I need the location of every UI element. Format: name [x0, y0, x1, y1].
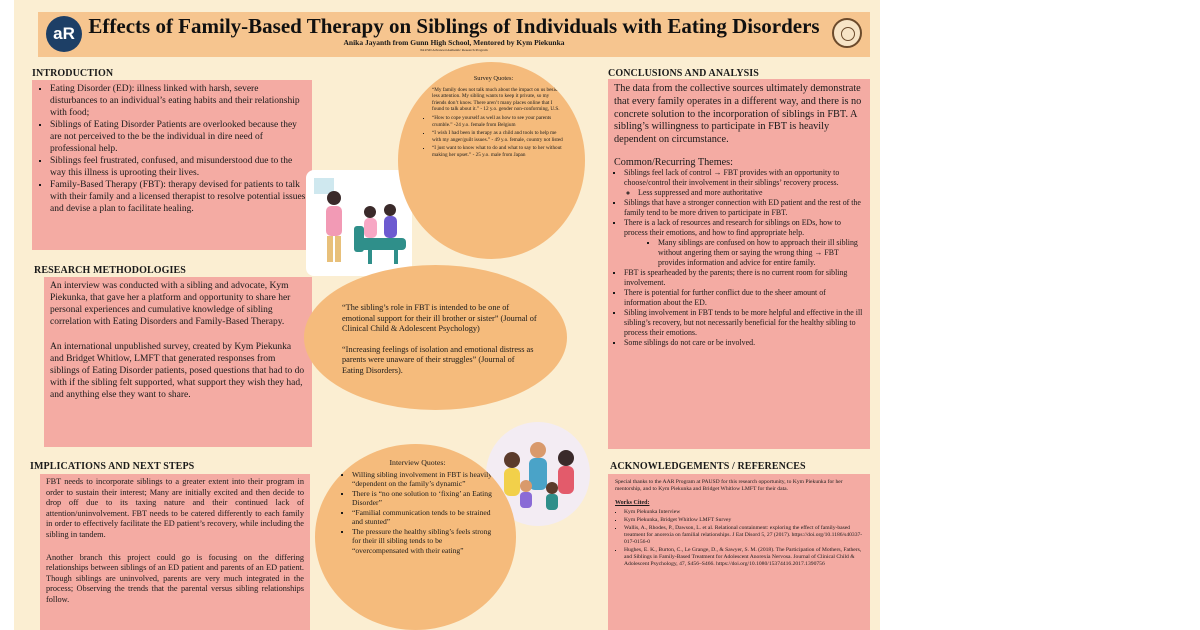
implications-heading: IMPLICATIONS AND NEXT STEPS — [30, 461, 195, 472]
citation: ▪ Wallis, A., Rhodes, P., Dawson, L. et al. Relational containment: exploring the effect of family-based treatment for anorexia on familial relationships. J Eat Disord 5, 27 (2017). https://doi.org/10.1186/s40337-017-0156-0 — [624, 525, 863, 546]
acknowledgements-heading: ACKNOWLEDGEMENTS / REFERENCES — [610, 461, 806, 472]
survey-quote: ▪ “I wish I had been in therapy as a child and tools to help me with my anger/guilt issues.” - 49 y.o. female, country not listed — [432, 130, 563, 143]
survey-title: Survey Quotes: — [473, 75, 514, 82]
center-quotes-circle — [304, 265, 567, 410]
theme-item: ▪ There is a lack of resources and research for siblings on EDs, how to process their emotions, and how to find appropriate help. — [624, 218, 864, 238]
survey-quote: ▪ “How to cope yourself as well as how to see your parents crumble.” -24 y.o. female from Belgium — [432, 115, 563, 128]
theme-item: ▪ Some siblings do not care or be involved. — [624, 338, 864, 348]
theme-item: ▪ There is potential for further conflict due to the sheer amount of information about the ED. — [624, 288, 864, 308]
thanks-text: Special thanks to the AAR Program at PAUSD for this research opportunity, to Kym Piekunka for her mentorship, and to Kym Piekunka and Bridget Whitlow LMFT for their data. — [615, 479, 843, 492]
implications-box — [40, 474, 310, 630]
works-cited-label: Works Cited: — [615, 500, 650, 506]
therapy-illustration-icon — [306, 170, 412, 276]
survey-quotes-circle — [398, 62, 585, 259]
journal-quote: “Increasing feelings of isolation and emotional distress as parents were unaware of their struggles” (Journal of Eating Disorders). — [342, 344, 534, 375]
interview-quote: ▪ Willing sibling involvement in FBT is heavily “dependent on the family’s dynamic” — [352, 470, 494, 489]
intro-bullet: ▪ Siblings of Eating Disorder Patients are overlooked because they are not perceived to the be the individual in dire need of professional help. — [50, 119, 306, 155]
citation: ▪ Kym Piekunka, Bridget Whitlow LMFT Survey — [624, 517, 863, 524]
interview-quotes-circle — [315, 444, 516, 630]
conclusions-box — [608, 79, 870, 449]
methodologies-box — [44, 277, 312, 447]
intro-bullet: ▪ Siblings feel frustrated, confused, and misunderstood due to the way this illness is uprooting their lives. — [50, 155, 306, 179]
impl-paragraph: Another branch this project could go is focusing on the differing relationships between siblings of an ED patient and parents of an ED patient. Though siblings are uninvolved, parents are very much integrated in the process; Observing the trends that the parental versus sibling relationships follow. — [46, 552, 304, 604]
theme-subitem: ◦ Less suppressed and more authoritative — [638, 188, 864, 198]
survey-quote: ▪ “My family does not talk much about the impact on us besides less attention. My sibling wants to keep it private, so my friends don’t know. There aren’t many places online that I found to talk about it.” - 12 y.o. gender non-conforming, U.S. — [432, 87, 563, 113]
theme-item: ▪ Sibling involvement in FBT tends to be more helpful and effective in the ill sibling’s recovery, but not necessarily beneficial for the healthy sibling to process their emotions. — [624, 308, 864, 338]
theme-subitem: ▪ Many siblings are confused on how to approach their ill sibling without angering them or saying the wrong thing → FBT provides information and advice for entire family. — [658, 238, 864, 268]
method-paragraph: An interview was conducted with a sibling and advocate, Kym Piekunka, that gave her a platform and opportunity to share her personal experiences and cumulative knowledge of sibling correlation with Eating Disorders and Family-Based Therapy. — [50, 281, 291, 327]
theme-item: ▪ FBT is spearheaded by the parents; there is no current room for sibling involvement. — [624, 268, 864, 288]
journal-quote: “The sibling’s role in FBT is intended to be one of emotional support for their ill brother or sister” (Journal of Clinical Child & Adolescent Psychology) — [342, 303, 537, 334]
poster-header — [38, 12, 870, 57]
methodologies-heading: RESEARCH METHODOLOGIES — [34, 265, 186, 276]
interview-quote: ▪ “Familial communication tends to be strained and stunted” — [352, 508, 494, 527]
theme-item: ▪ Siblings feel lack of control → FBT provides with an opportunity to choose/control their involvement in their siblings’ recovery process. — [624, 168, 864, 188]
interview-title: Interview Quotes: — [389, 458, 446, 467]
theme-item: ▪ Siblings that have a stronger connection with ED patient and the rest of the family tend to be more driven to participate in FBT. — [624, 198, 864, 218]
acknowledgements-box — [608, 474, 870, 630]
conclusions-lead: The data from the collective sources ultimately demonstrate that every family operates in a different way, and there is no concrete solution to the incorporation of siblings in FBT. A sibling’s willingness to participate in FBT is heavily dependent on circumstance. — [614, 83, 862, 146]
introduction-box — [32, 80, 312, 250]
poster-title: Effects of Family-Based Therapy on Siblings of Individuals with Eating Disorders — [88, 14, 820, 38]
survey-quote: ▪ “I just want to know what to do and what to say to her without making her upset.” - 25 y.o. male from Japan — [432, 145, 563, 158]
impl-paragraph: FBT needs to incorporate siblings to a greater extent into their program in order to sustain their interest; Many are initially excited and then decide to drop off due to its taxing nature and their continued lack of attention/uninvolvement. FBT needs to be catered differently to each family in order to effectively facilitate the ED patient’s recovery, while including the sibling in tandem. — [46, 477, 304, 539]
aar-logo-icon: aR — [46, 16, 82, 52]
method-paragraph: An international unpublished survey, created by Kym Piekunka and Bridget Whitlow, LMFT that generated responses from siblings of Eating Disorder patients, posed questions that had to do with if the sibling felt supported, what support they wish they had, and anything else they want to share. — [50, 342, 305, 400]
citation: ▪ Hughes, E. K., Burton, C., Le Grange, D., & Sawyer, S. M. (2018). The Participation of Mothers, Fathers, and Siblings in Family-Based Treatment for Adolescent Anorexia Nervosa. Journal of Clinical Child & Adolescent Psychology, 47, S456–S466. https://doi.org/10.1080/15374416.2017.1390756 — [624, 547, 863, 568]
introduction-heading: INTRODUCTION — [32, 68, 114, 79]
poster — [14, 0, 880, 630]
seal-icon — [832, 18, 862, 48]
interview-quote: ▪ The pressure the healthy sibling’s feels strong for their ill sibling tends to be “overcompensated with their eating” — [352, 527, 494, 556]
interview-quote: ▪ There is “no one solution to ‘fixing’ an Eating Disorder” — [352, 489, 494, 508]
intro-bullet: ▪ Eating Disorder (ED): illness linked with harsh, severe disturbances to an individual’s eating habits and their relationship with food; — [50, 83, 306, 119]
conclusions-heading: CONCLUSIONS AND ANALYSIS — [608, 68, 759, 79]
program-name: PAUSD Advanced Authentic Research Program — [420, 48, 488, 52]
citation: ▪ Kym Piekunka Interview — [624, 509, 863, 516]
themes-title: Common/Recurring Themes: — [614, 156, 733, 168]
intro-bullet: ▪ Family-Based Therapy (FBT): therapy devised for patients to talk with their family and a licensed therapist to resolve potential issues and devise a plan to facilitate healing. — [50, 179, 306, 215]
poster-subtitle: Anika Jayanth from Gunn High School, Mentored by Kym Piekunka — [343, 38, 565, 47]
